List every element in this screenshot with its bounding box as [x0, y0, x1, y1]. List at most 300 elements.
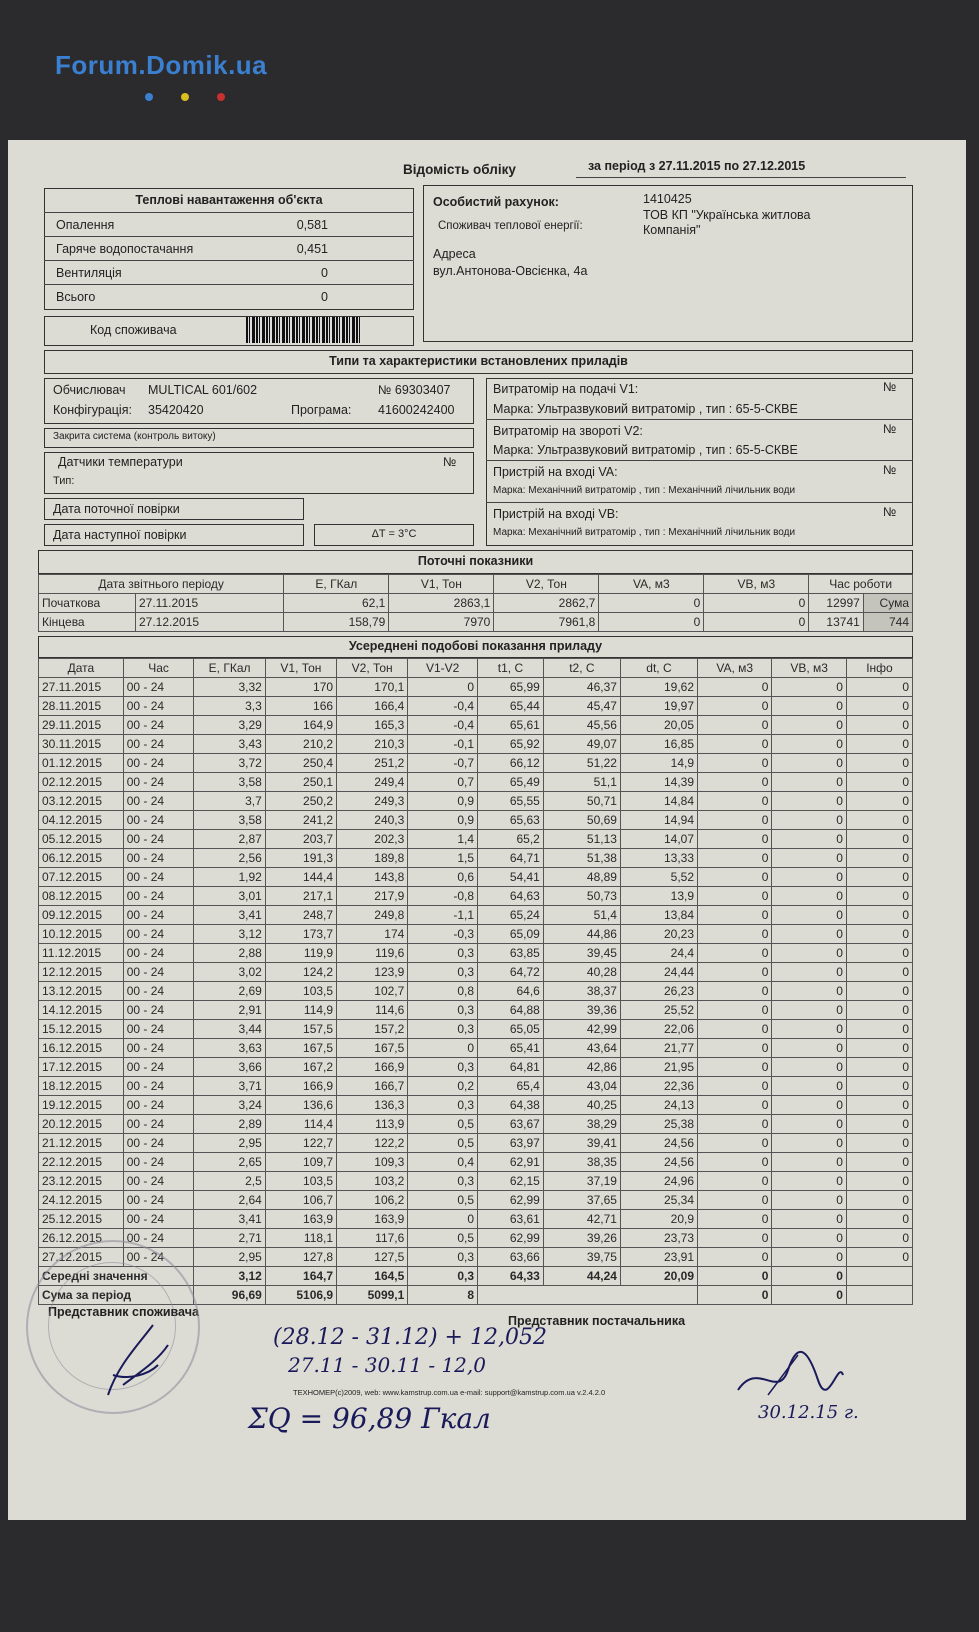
daily-cell: 2,71: [194, 1229, 265, 1248]
daily-cell: 19,97: [620, 697, 697, 716]
daily-cell: 2,95: [194, 1134, 265, 1153]
daily-cell: 5,52: [620, 868, 697, 887]
current-row-end: [39, 613, 913, 632]
daily-cell: 3,3: [194, 697, 265, 716]
daily-cell: 0,3: [408, 963, 478, 982]
current-header: VA, м3: [599, 575, 704, 594]
daily-cell: 0: [846, 1191, 912, 1210]
daily-cell: 1,4: [408, 830, 478, 849]
daily-cell: 63,66: [478, 1248, 544, 1267]
daily-cell: 0: [772, 811, 847, 830]
daily-cell: 0: [772, 1115, 847, 1134]
current-header: VB, м3: [704, 575, 809, 594]
daily-cell: 00 - 24: [123, 906, 194, 925]
daily-cell: 0: [772, 1020, 847, 1039]
current-cell: 0: [704, 613, 809, 632]
daily-header: t2, C: [543, 659, 620, 678]
table-row: [39, 754, 913, 773]
calculator-model: MULTICAL 601/602: [148, 383, 258, 397]
average-cell-empty: [846, 1267, 912, 1286]
watermark-logo: Forum.Domik.ua: [55, 50, 268, 80]
document-sheet: [8, 140, 966, 1520]
daily-cell: 0,8: [408, 982, 478, 1001]
daily-header: VB, м3: [772, 659, 847, 678]
daily-cell: 15.12.2015: [39, 1020, 124, 1039]
table-row: [39, 792, 913, 811]
consumer-rep-label: Представник споживача: [48, 1305, 199, 1319]
daily-cell: 0: [846, 1229, 912, 1248]
daily-cell: 43,64: [543, 1039, 620, 1058]
sum-cell: 0: [698, 1286, 772, 1305]
daily-cell: 00 - 24: [123, 1096, 194, 1115]
current-cell: Початкова: [39, 594, 136, 613]
daily-cell: 0: [698, 982, 772, 1001]
daily-cell: 21,77: [620, 1039, 697, 1058]
daily-cell: 14,39: [620, 773, 697, 792]
daily-cell: 65,61: [478, 716, 544, 735]
daily-cell: 00 - 24: [123, 1210, 194, 1229]
daily-cell: 0: [698, 792, 772, 811]
vb-title: Пристрій на вході VB:: [493, 507, 619, 521]
daily-cell: 28.11.2015: [39, 697, 124, 716]
daily-header-row: [39, 659, 913, 678]
daily-cell: 164,9: [265, 716, 336, 735]
daily-cell: 21,95: [620, 1058, 697, 1077]
daily-cell: 127,8: [265, 1248, 336, 1267]
daily-cell: 08.12.2015: [39, 887, 124, 906]
daily-cell: 00 - 24: [123, 963, 194, 982]
daily-cell: 13,9: [620, 887, 697, 906]
daily-cell: 118,1: [265, 1229, 336, 1248]
daily-cell: 122,2: [337, 1134, 408, 1153]
daily-cell: 63,85: [478, 944, 544, 963]
daily-cell: 241,2: [265, 811, 336, 830]
daily-cell: 65,24: [478, 906, 544, 925]
daily-cell: 0: [698, 1077, 772, 1096]
daily-cell: 166,7: [337, 1077, 408, 1096]
daily-cell: 29.11.2015: [39, 716, 124, 735]
daily-cell: 19,62: [620, 678, 697, 697]
daily-cell: 26,23: [620, 982, 697, 1001]
consumer-name-2: Компанія": [643, 223, 701, 237]
daily-cell: 10.12.2015: [39, 925, 124, 944]
daily-cell: 0: [846, 1248, 912, 1267]
daily-cell: 03.12.2015: [39, 792, 124, 811]
daily-cell: 0,3: [408, 1248, 478, 1267]
daily-cell: 0: [698, 906, 772, 925]
daily-cell: 114,9: [265, 1001, 336, 1020]
daily-cell: 51,1: [543, 773, 620, 792]
daily-cell: 166,4: [337, 697, 408, 716]
daily-header: Час: [123, 659, 194, 678]
daily-cell: 25.12.2015: [39, 1210, 124, 1229]
daily-cell: 50,73: [543, 887, 620, 906]
daily-cell: 64,38: [478, 1096, 544, 1115]
v2-no: №: [883, 422, 897, 436]
daily-cell: 00 - 24: [123, 1153, 194, 1172]
current-header: Час роботи: [809, 575, 913, 594]
daily-cell: 39,45: [543, 944, 620, 963]
daily-cell: 65,4: [478, 1077, 544, 1096]
table-row: [39, 1039, 913, 1058]
daily-cell: 202,3: [337, 830, 408, 849]
current-cell: 2862,7: [494, 594, 599, 613]
daily-cell: 0,6: [408, 868, 478, 887]
daily-cell: 16.12.2015: [39, 1039, 124, 1058]
table-row: [39, 906, 913, 925]
daily-cell: 3,72: [194, 754, 265, 773]
current-row-start: [39, 594, 913, 613]
daily-cell: 0: [846, 1115, 912, 1134]
daily-cell: 167,5: [337, 1039, 408, 1058]
daily-cell: 0: [846, 716, 912, 735]
daily-cell: 64,81: [478, 1058, 544, 1077]
average-cell: 20,09: [620, 1267, 697, 1286]
daily-cell: 0: [772, 1077, 847, 1096]
daily-cell: 250,1: [265, 773, 336, 792]
daily-cell: 0: [698, 754, 772, 773]
daily-cell: 0: [772, 906, 847, 925]
daily-cell: 0: [846, 1001, 912, 1020]
daily-cell: 0: [698, 773, 772, 792]
table-row: [39, 1210, 913, 1229]
daily-cell: 44,86: [543, 925, 620, 944]
sum-cell: 96,69: [194, 1286, 265, 1305]
daily-cell: 00 - 24: [123, 773, 194, 792]
daily-cell: 3,32: [194, 678, 265, 697]
daily-cell: 65,99: [478, 678, 544, 697]
daily-cell: 189,8: [337, 849, 408, 868]
daily-cell: 00 - 24: [123, 754, 194, 773]
daily-cell: 45,56: [543, 716, 620, 735]
daily-cell: 54,41: [478, 868, 544, 887]
daily-cell: 20,23: [620, 925, 697, 944]
daily-cell: 00 - 24: [123, 716, 194, 735]
daily-cell: 0: [846, 754, 912, 773]
daily-cell: 0: [772, 1153, 847, 1172]
daily-cell: 14.12.2015: [39, 1001, 124, 1020]
daily-cell: 18.12.2015: [39, 1077, 124, 1096]
daily-cell: 2,89: [194, 1115, 265, 1134]
average-cell: 44,24: [543, 1267, 620, 1286]
address-label: Адреса: [433, 247, 476, 261]
thermal-load-label: Всього: [56, 290, 96, 304]
table-row: [39, 811, 913, 830]
current-header: V1, Тон: [389, 575, 494, 594]
daily-cell: 0,7: [408, 773, 478, 792]
daily-cell: 0,3: [408, 1096, 478, 1115]
daily-cell: 65,49: [478, 773, 544, 792]
daily-cell: 157,5: [265, 1020, 336, 1039]
daily-cell: 0: [408, 1210, 478, 1229]
daily-cell: 0: [772, 1001, 847, 1020]
consumer-code-label: Код споживача: [90, 323, 177, 337]
daily-cell: 0: [772, 849, 847, 868]
daily-cell: -1,1: [408, 906, 478, 925]
v1-no: №: [883, 380, 897, 394]
daily-cell: 24,44: [620, 963, 697, 982]
daily-cell: 27.12.2015: [39, 1248, 124, 1267]
daily-cell: 0: [698, 735, 772, 754]
daily-cell: 64,88: [478, 1001, 544, 1020]
daily-cell: 0: [772, 1134, 847, 1153]
daily-cell: 0: [846, 849, 912, 868]
table-row: [39, 849, 913, 868]
daily-cell: 0: [846, 678, 912, 697]
daily-cell: 0: [846, 830, 912, 849]
daily-cell: 0: [772, 735, 847, 754]
closed-system-label: Закрита система (контроль витоку): [53, 431, 216, 442]
daily-cell: -0,4: [408, 697, 478, 716]
daily-cell: 3,41: [194, 906, 265, 925]
daily-cell: -0,8: [408, 887, 478, 906]
table-row: [39, 944, 913, 963]
daily-cell: -0,4: [408, 716, 478, 735]
daily-cell: 113,9: [337, 1115, 408, 1134]
daily-cell: 250,4: [265, 754, 336, 773]
table-row: [39, 887, 913, 906]
daily-cell: 0: [772, 868, 847, 887]
daily-cell: 40,28: [543, 963, 620, 982]
daily-cell: 00 - 24: [123, 735, 194, 754]
daily-cell: 114,6: [337, 1001, 408, 1020]
current-cell: 13741: [809, 613, 863, 632]
daily-title: Усереднені подобові показання приладу: [348, 639, 603, 653]
daily-cell: 64,71: [478, 849, 544, 868]
daily-cell: 0: [772, 773, 847, 792]
daily-cell: 0: [846, 811, 912, 830]
daily-cell: 0: [698, 868, 772, 887]
daily-cell: 43,04: [543, 1077, 620, 1096]
daily-cell: 02.12.2015: [39, 773, 124, 792]
table-row: [39, 868, 913, 887]
daily-cell: 0: [408, 1039, 478, 1058]
daily-cell: 51,13: [543, 830, 620, 849]
daily-header: Дата: [39, 659, 124, 678]
current-cell: 158,79: [284, 613, 389, 632]
daily-cell: 62,99: [478, 1229, 544, 1248]
daily-cell: 48,89: [543, 868, 620, 887]
current-cell: 0: [599, 594, 704, 613]
daily-cell: 0: [772, 1248, 847, 1267]
daily-cell: 0: [846, 944, 912, 963]
daily-cell: 0: [772, 1058, 847, 1077]
daily-cell: 0: [698, 830, 772, 849]
daily-cell: 62,99: [478, 1191, 544, 1210]
daily-cell: 2,65: [194, 1153, 265, 1172]
daily-cell: 24,13: [620, 1096, 697, 1115]
daily-cell: 65,63: [478, 811, 544, 830]
daily-header: V1-V2: [408, 659, 478, 678]
daily-cell: 14,84: [620, 792, 697, 811]
config-value: 35420420: [148, 403, 204, 417]
daily-cell: 170: [265, 678, 336, 697]
daily-cell: 65,09: [478, 925, 544, 944]
va-brand: Марка: Механічний витратомір , тип : Механічний лічильник води: [493, 485, 796, 496]
daily-cell: 0: [846, 735, 912, 754]
daily-cell: 42,86: [543, 1058, 620, 1077]
daily-cell: 50,71: [543, 792, 620, 811]
daily-cell: 0,3: [408, 1172, 478, 1191]
consumer-name-1: ТОВ КП "Українська житлова: [643, 208, 811, 222]
va-title: Пристрій на вході VA:: [493, 465, 618, 479]
average-cell: 0: [698, 1267, 772, 1286]
daily-cell: 3,44: [194, 1020, 265, 1039]
daily-cell: 13,33: [620, 849, 697, 868]
daily-cell: 0: [772, 887, 847, 906]
handwritten-total: ΣQ = 96,89 Гкал: [248, 1402, 491, 1435]
daily-cell: 0: [772, 792, 847, 811]
table-row: [39, 678, 913, 697]
daily-cell: 00 - 24: [123, 1077, 194, 1096]
daily-cell: 123,9: [337, 963, 408, 982]
daily-cell: 22,06: [620, 1020, 697, 1039]
daily-cell: 64,72: [478, 963, 544, 982]
daily-cell: 38,35: [543, 1153, 620, 1172]
daily-cell: 0: [698, 697, 772, 716]
daily-cell: 00 - 24: [123, 1191, 194, 1210]
current-cell: 7970: [389, 613, 494, 632]
daily-cell: 65,41: [478, 1039, 544, 1058]
daily-cell: 217,9: [337, 887, 408, 906]
daily-cell: 39,36: [543, 1001, 620, 1020]
temp-sensors-label: Датчики температури: [58, 455, 183, 469]
daily-cell: 00 - 24: [123, 1248, 194, 1267]
daily-cell: 40,25: [543, 1096, 620, 1115]
daily-cell: 0,3: [408, 944, 478, 963]
daily-cell: 114,4: [265, 1115, 336, 1134]
daily-cell: 45,47: [543, 697, 620, 716]
table-row: [39, 925, 913, 944]
daily-cell: 167,2: [265, 1058, 336, 1077]
current-cell: 12997: [809, 594, 863, 613]
daily-cell: 14,94: [620, 811, 697, 830]
table-row: [39, 1115, 913, 1134]
average-cell: 3,12: [194, 1267, 265, 1286]
current-cell: 2863,1: [389, 594, 494, 613]
daily-cell: 63,97: [478, 1134, 544, 1153]
daily-cell: 38,29: [543, 1115, 620, 1134]
daily-cell: 2,95: [194, 1248, 265, 1267]
va-no: №: [883, 463, 897, 477]
daily-cell: 39,26: [543, 1229, 620, 1248]
thermal-load-label: Опалення: [56, 218, 115, 232]
daily-cell: 124,2: [265, 963, 336, 982]
daily-cell: 63,61: [478, 1210, 544, 1229]
daily-cell: 0: [772, 1191, 847, 1210]
sum-cell: 5106,9: [265, 1286, 336, 1305]
temp-sensors-type: Тип:: [53, 475, 75, 487]
daily-cell: 00 - 24: [123, 811, 194, 830]
thermal-load-value: 0: [321, 266, 328, 280]
daily-cell: 0: [408, 678, 478, 697]
sum-cell: 5099,1: [337, 1286, 408, 1305]
current-header: V2, Тон: [494, 575, 599, 594]
daily-cell: 0: [772, 754, 847, 773]
daily-cell: 3,12: [194, 925, 265, 944]
daily-cell: 0,5: [408, 1115, 478, 1134]
daily-cell: 09.12.2015: [39, 906, 124, 925]
daily-header: t1, C: [478, 659, 544, 678]
consumer-label: Споживач теплової енергії:: [438, 220, 583, 232]
daily-cell: 166,9: [265, 1077, 336, 1096]
daily-cell: 250,2: [265, 792, 336, 811]
temp-sensors-no: №: [443, 455, 457, 469]
daily-cell: 2,64: [194, 1191, 265, 1210]
daily-cell: 122,7: [265, 1134, 336, 1153]
current-cell: 7961,8: [494, 613, 599, 632]
account-label: Особистий рахунок:: [433, 195, 559, 209]
daily-cell: 07.12.2015: [39, 868, 124, 887]
daily-cell: 2,88: [194, 944, 265, 963]
daily-cell: 0: [698, 716, 772, 735]
daily-cell: 24.12.2015: [39, 1191, 124, 1210]
daily-cell: 3,58: [194, 773, 265, 792]
daily-cell: 217,1: [265, 887, 336, 906]
daily-cell: 46,37: [543, 678, 620, 697]
daily-cell: 62,15: [478, 1172, 544, 1191]
average-cell: 0,3: [408, 1267, 478, 1286]
daily-cell: 0: [772, 716, 847, 735]
daily-cell: 0: [846, 1039, 912, 1058]
daily-cell: 0: [846, 1058, 912, 1077]
delta-t-value: ΔT = 3°C: [371, 528, 417, 540]
handwritten-date: 30.12.15 г.: [758, 1402, 859, 1423]
daily-cell: 2,56: [194, 849, 265, 868]
daily-cell: 20.12.2015: [39, 1115, 124, 1134]
current-header: E, ГКал: [284, 575, 389, 594]
daily-cell: 49,07: [543, 735, 620, 754]
daily-cell: 65,2: [478, 830, 544, 849]
daily-cell: 3,29: [194, 716, 265, 735]
program-value: 41600242400: [378, 403, 455, 417]
daily-cell: 23,73: [620, 1229, 697, 1248]
daily-cell: 37,19: [543, 1172, 620, 1191]
daily-cell: 0: [846, 868, 912, 887]
daily-cell: 24,56: [620, 1134, 697, 1153]
thermal-loads-title: Теплові навантаження об'єкта: [135, 193, 323, 207]
daily-cell: 1,92: [194, 868, 265, 887]
daily-cell: 203,7: [265, 830, 336, 849]
daily-cell: 173,7: [265, 925, 336, 944]
account-number: 1410425: [643, 192, 692, 206]
daily-cell: 0: [846, 792, 912, 811]
daily-cell: 12.12.2015: [39, 963, 124, 982]
daily-cell: 0: [772, 982, 847, 1001]
daily-cell: 0,3: [408, 1020, 478, 1039]
daily-cell: 25,34: [620, 1191, 697, 1210]
daily-cell: -0,7: [408, 754, 478, 773]
table-row: [39, 697, 913, 716]
table-row: [39, 1172, 913, 1191]
daily-cell: 0,9: [408, 792, 478, 811]
thermal-load-label: Гаряче водопостачання: [56, 242, 194, 256]
daily-cell: 102,7: [337, 982, 408, 1001]
daily-header: Інфо: [846, 659, 912, 678]
daily-cell: 0,3: [408, 1058, 478, 1077]
check-next-label: Дата наступної повірки: [53, 528, 187, 542]
daily-cell: 0: [846, 982, 912, 1001]
daily-cell: 30.11.2015: [39, 735, 124, 754]
daily-cell: 0: [698, 925, 772, 944]
daily-cell: 51,22: [543, 754, 620, 773]
daily-cell: 23,91: [620, 1248, 697, 1267]
daily-cell: 3,66: [194, 1058, 265, 1077]
v2-title: Витратомір на зворотi V2:: [493, 424, 643, 438]
average-cell: 164,7: [265, 1267, 336, 1286]
table-row: [39, 1229, 913, 1248]
daily-cell: 06.12.2015: [39, 849, 124, 868]
